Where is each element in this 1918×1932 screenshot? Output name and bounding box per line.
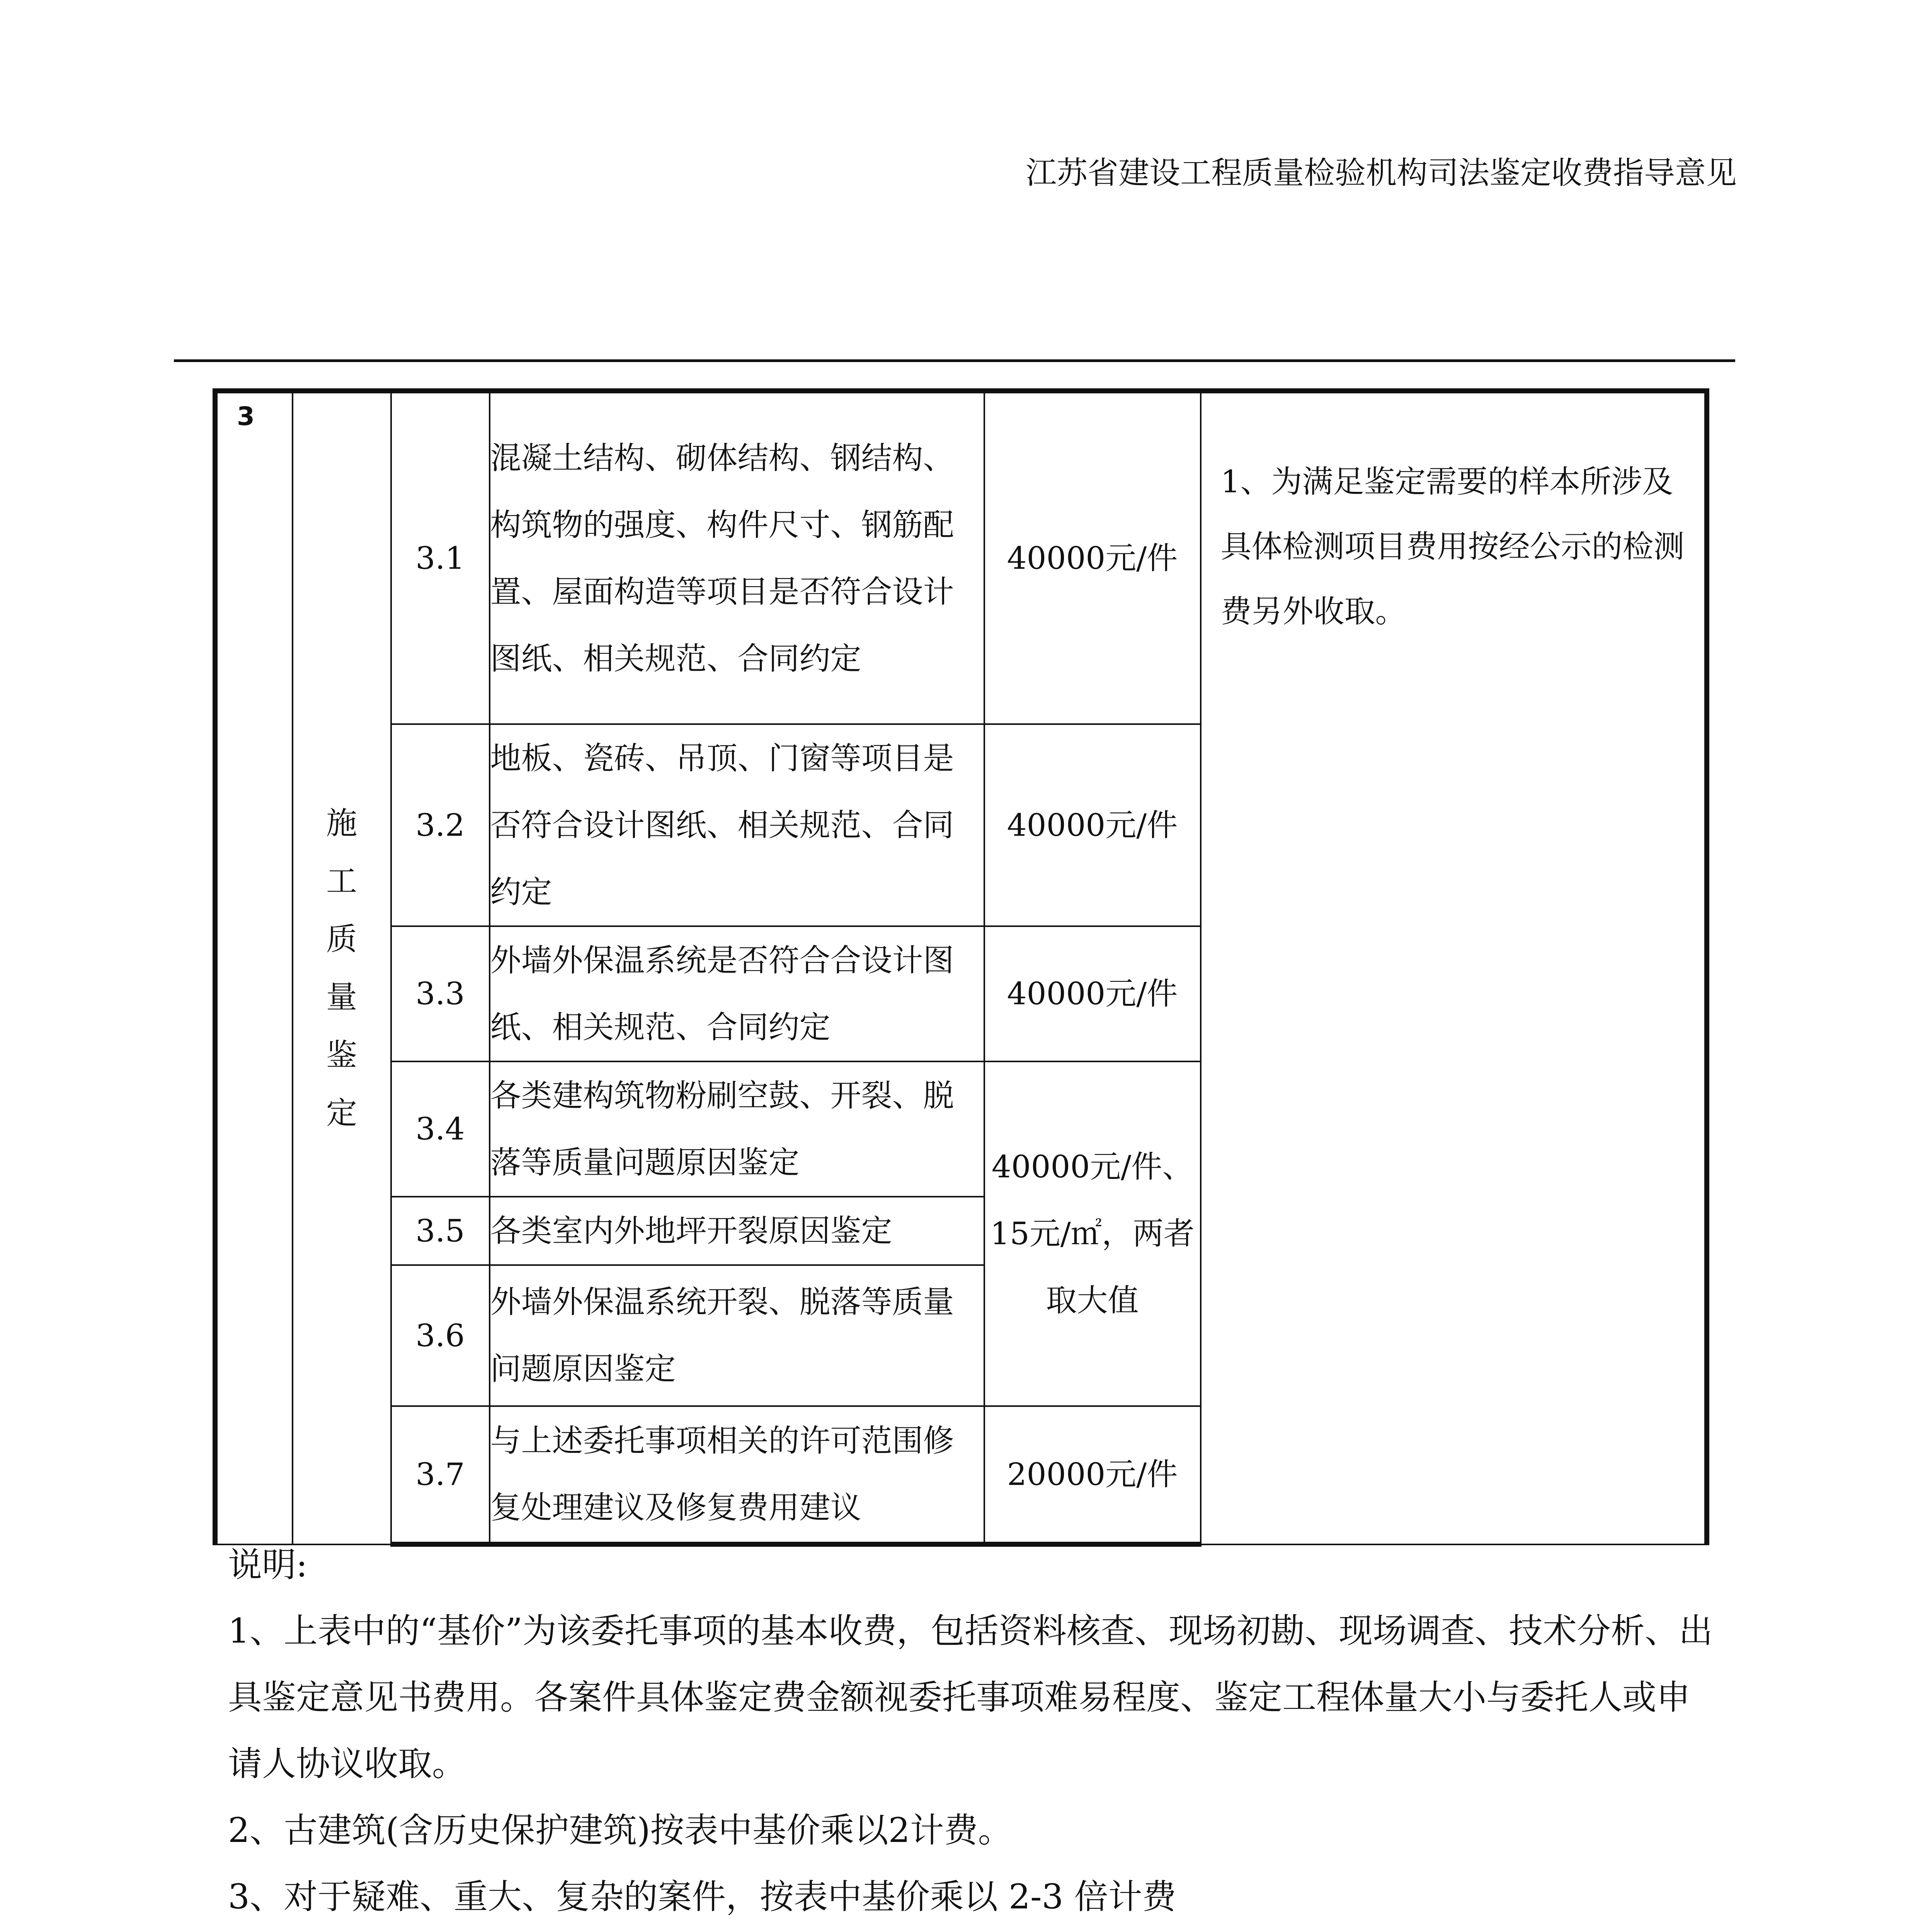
header-rule	[174, 359, 1735, 362]
item-fee: 40000元/件	[984, 926, 1201, 1061]
item-description: 与上述委托事项相关的许可范围修复处理建议及修复费用建议	[490, 1406, 984, 1544]
item-description: 各类建构筑物粉刷空鼓、开裂、脱落等质量问题原因鉴定	[490, 1061, 984, 1197]
category-char: 量	[326, 979, 357, 1015]
item-description: 外墙外保温系统开裂、脱落等质量问题原因鉴定	[490, 1265, 984, 1406]
note-item: 3、对于疑难、重大、复杂的案件，按表中基价乘以 2-3 倍计费	[228, 1877, 1176, 1917]
category-char: 质	[326, 921, 357, 957]
item-number: 3.7	[391, 1406, 490, 1544]
note-item: 2、古建筑(含历史保护建筑)按表中基价乘以2计费。	[228, 1810, 1012, 1850]
item-number: 3.1	[391, 391, 490, 724]
item-fee: 20000元/件	[984, 1406, 1201, 1544]
item-number: 3.6	[391, 1265, 490, 1406]
document-header-title: 江苏省建设工程质量检验机构司法鉴定收费指导意见	[1026, 155, 1737, 191]
row-number: 3	[215, 391, 293, 1544]
category-cell	[293, 391, 391, 1544]
category-char: 定	[326, 1095, 357, 1131]
category-char: 工	[326, 863, 357, 900]
item-description: 外墙外保温系统是否符合合设计图纸、相关规范、合同约定	[490, 926, 984, 1061]
table-note: 1、为满足鉴定需要的样本所涉及具体检测项目费用按经公示的检测费另外收取。	[1201, 391, 1707, 1544]
item-fee: 40000元/件	[984, 724, 1201, 926]
item-number: 3.3	[391, 926, 490, 1061]
item-number: 3.5	[391, 1197, 490, 1265]
item-number: 3.4	[391, 1061, 490, 1197]
note-item	[228, 1930, 1716, 1932]
notes-title: 说明:	[228, 1545, 308, 1585]
item-description: 地板、瓷砖、吊顶、门窗等项目是否符合设计图纸、相关规范、合同约定	[490, 724, 984, 926]
note-item: 1、上表中的“基价”为该委托事项的基本收费，包括资料核查、现场初勘、现场调查、技术分析、出具鉴定意见书费用。各案件具体鉴定费金额视委托事项难易程度、鉴定工程体量大小与委托人或申请人协议收取。	[228, 1611, 1713, 1784]
category-char: 施	[326, 805, 357, 842]
item-fee: 40000元/件	[984, 391, 1201, 724]
item-number: 3.2	[391, 724, 490, 926]
fee-table	[213, 388, 1709, 1547]
table-row	[215, 391, 1707, 724]
category-char: 鉴	[326, 1037, 357, 1073]
merged-fee: 40000元/件、15元/㎡，两者取大值	[984, 1061, 1201, 1406]
item-description: 混凝土结构、砌体结构、钢结构、构筑物的强度、构件尺寸、钢筋配置、屋面构造等项目是否符合设计图纸、相关规范、合同约定	[490, 391, 984, 724]
item-description: 各类室内外地坪开裂原因鉴定	[490, 1197, 984, 1265]
notes-section	[228, 1532, 1716, 1932]
